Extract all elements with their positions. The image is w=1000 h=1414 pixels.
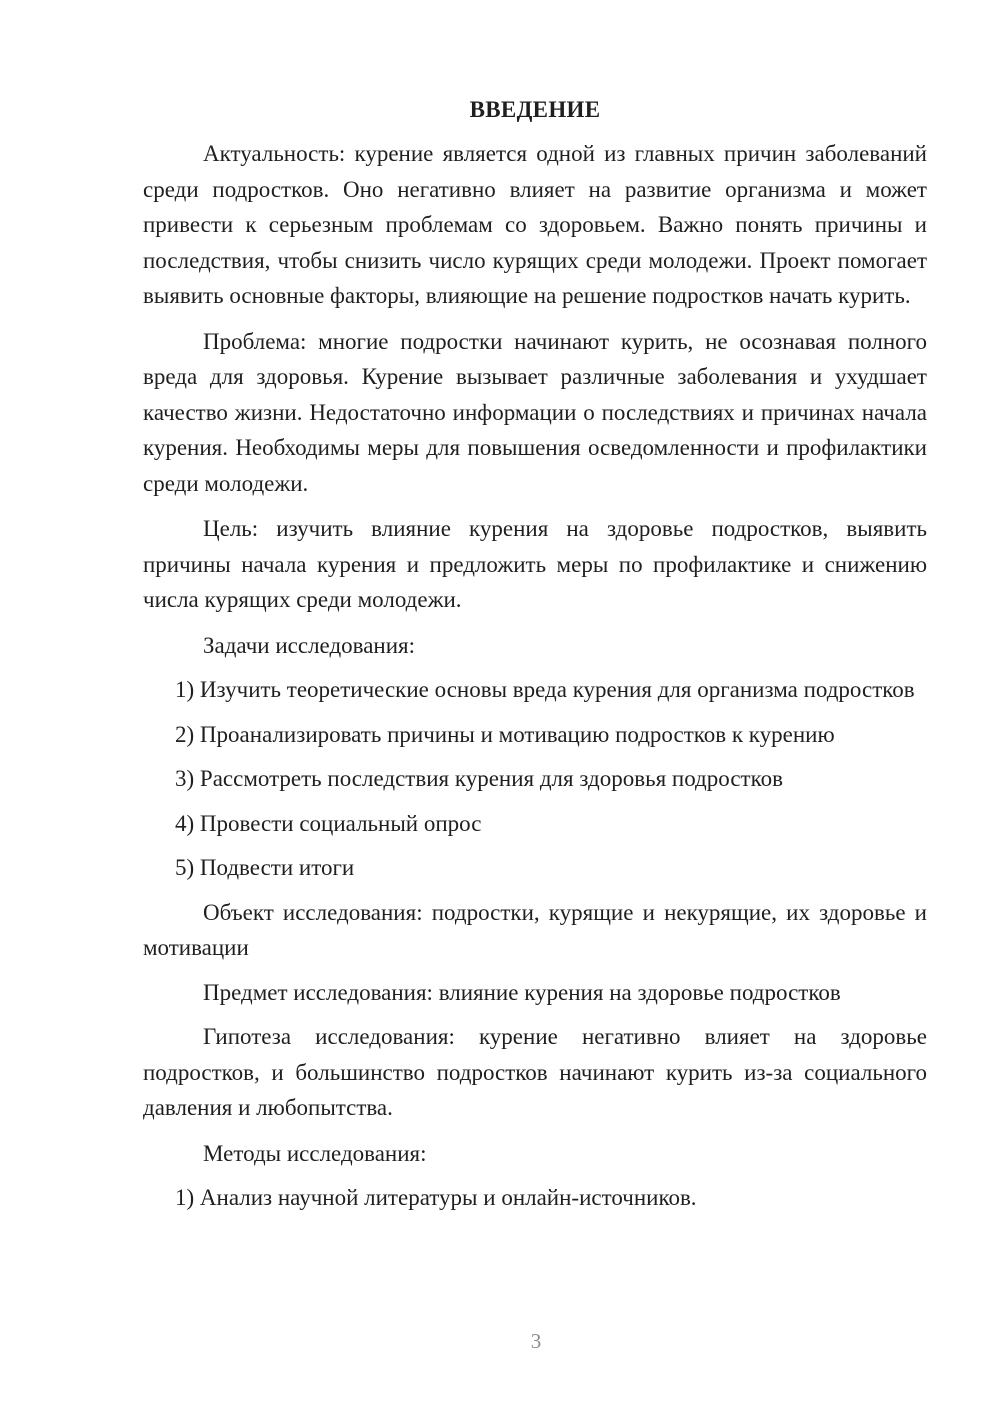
task-item: 5) Подвести итоги: [175, 855, 355, 880]
methods-title: Методы исследования:: [203, 1140, 427, 1166]
task-item: 2) Проанализировать причины и мотивацию подростков к курению: [175, 721, 835, 747]
task-item: 4) Провести социальный опрос: [175, 810, 482, 836]
task-item: 1) Изучить теоретические основы вреда курения для организма подростков: [175, 677, 915, 702]
tasks-title: Задачи исследования:: [203, 632, 416, 658]
subject-paragraph: Предмет исследования: влияние курения на здоровье подростков: [203, 979, 841, 1005]
goal-paragraph: Цель: изучить влияние курения на здоровье подростков, выявить причины начала курения и предложить меры по профилактике и снижению числа курящих среди молодежи.: [143, 516, 927, 612]
document-page: [143, 95, 927, 1216]
object-paragraph: Объект исследования: подростки, курящие и некурящие, их здоровье и мотивации: [143, 899, 927, 960]
problem-paragraph: Проблема: многие подростки начинают курить, не осознавая полного вреда для здоровья. Курение вызывает различные заболевания и ухудшает качество жизни. Недостаточно информации о последствиях и причинах начала курения. Необходимы меры для повышения осведомленности и профилактики среди молодежи.: [143, 328, 927, 496]
page-title: ВВЕДЕНИЕ: [469, 97, 601, 122]
hypothesis-paragraph: Гипотеза исследования: курение негативно влияет на здоровье подростков, и большинство подростков начинают курить из-за социального давления и любопытства.: [143, 1024, 927, 1120]
method-item: 1) Анализ научной литературы и онлайн-источников.: [175, 1185, 697, 1210]
relevance-paragraph: Актуальность: курение является одной из главных причин заболеваний среди подростков. Оно негативно влияет на развитие организма и может привести к серьезным проблемам со здоровьем. Важно понять причины и последствия, чтобы снизить число курящих среди молодежи. Проект помогает выявить основные факторы, влияющие на решение подростков начать курить.: [143, 141, 927, 308]
page-number: 3: [530, 1329, 542, 1353]
task-item: 3) Рассмотреть последствия курения для здоровья подростков: [175, 766, 783, 791]
